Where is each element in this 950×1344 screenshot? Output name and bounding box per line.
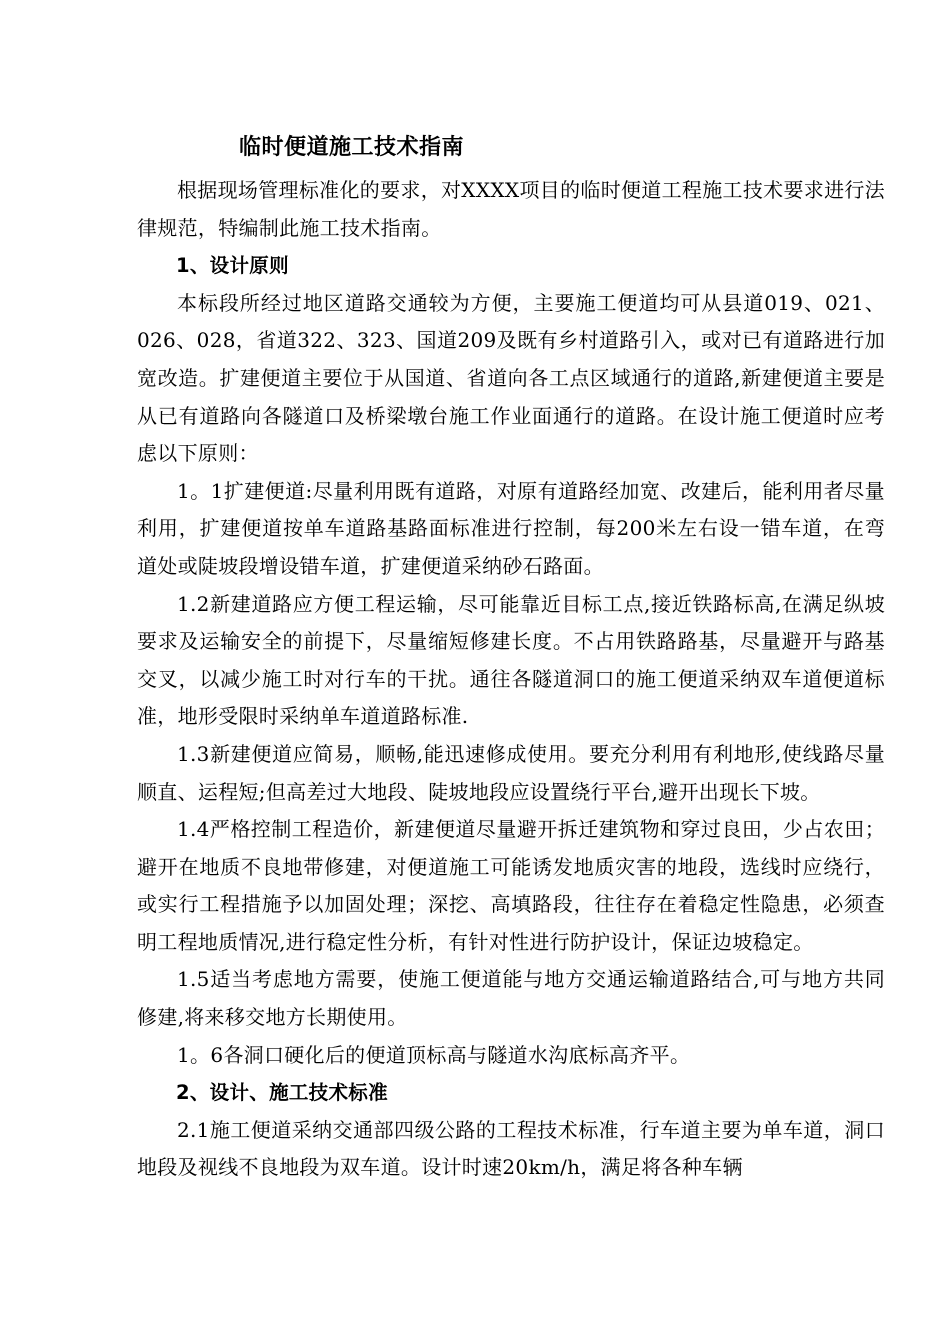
document-page [137,128,885,1187]
design-principles-paragraph: 本标段所经过地区道路交通较为方便，主要施工便道均可从县道019、021、026、028，省道322、323、国道209及既有乡村道路引入，或对已有道路进行加宽改造。扩建便道主要位于从国道、省道向各工点区域通行的道路,新建便道主要是从已有道路向各隧道口及桥梁墩台施工作业面通行的道路。在设计施工便道时应考虑以下原则： [137,290,885,466]
principle-1-1-paragraph: 1。1扩建便道:尽量利用既有道路，对原有道路经加宽、改建后，能利用者尽量利用，扩建便道按单车道路基路面标准进行控制，每200米左右设一错车道，在弯道处或陡坡段增设错车道，扩建便道采纳砂石路面。 [137,478,885,578]
section-heading-technical-standards: 2、设计、施工技术标准 [176,1081,388,1105]
principle-1-4-paragraph: 1.4严格控制工程造价，新建便道尽量避开拆迁建筑物和穿过良田，少占农田；避开在地质不良地带修建，对便道施工可能诱发地质灾害的地段，选线时应绕行，或实行工程措施予以加固处理；深挖、高填路段，往往存在着稳定性隐患，必须查明工程地质情况,进行稳定性分析，有针对性进行防护设计，保证边坡稳定。 [137,817,885,954]
principle-1-3-paragraph: 1.3新建便道应简易，顺畅,能迅速修成使用。要充分利用有利地形,使线路尽量顺直、运程短;但高差过大地段、陡坡地段应设置绕行平台,避开出现长下坡。 [137,741,885,804]
standard-2-1-paragraph: 2.1施工便道采纳交通部四级公路的工程技术标准，行车道主要为单车道，洞口地段及视线不良地段为双车道。设计时速20km/h，满足将各种车辆 [137,1117,885,1180]
section-heading-design-principles: 1、设计原则 [176,254,289,278]
principle-1-6-paragraph: 1。6各洞口硬化后的便道顶标高与隧道水沟底标高齐平。 [177,1042,691,1067]
principle-1-2-paragraph: 1.2新建道路应方便工程运输，尽可能靠近目标工点,接近铁路标高,在满足纵坡要求及运输安全的前提下，尽量缩短修建长度。不占用铁路路基，尽量避开与路基交叉，以减少施工时对行车的干扰。通往各隧道洞口的施工便道采纳双车道便道标准，地形受限时采纳单车道道路标准. [137,591,885,729]
principle-1-5-paragraph: 1.5适当考虑地方需要，使施工便道能与地方交通运输道路结合,可与地方共同修建,将来移交地方长期使用。 [137,967,885,1030]
intro-paragraph: 根据现场管理标准化的要求，对XXXX项目的临时便道工程施工技术要求进行法律规范，特编制此施工技术指南。 [137,178,885,240]
document-title: 临时便道施工技术指南 [239,135,465,160]
